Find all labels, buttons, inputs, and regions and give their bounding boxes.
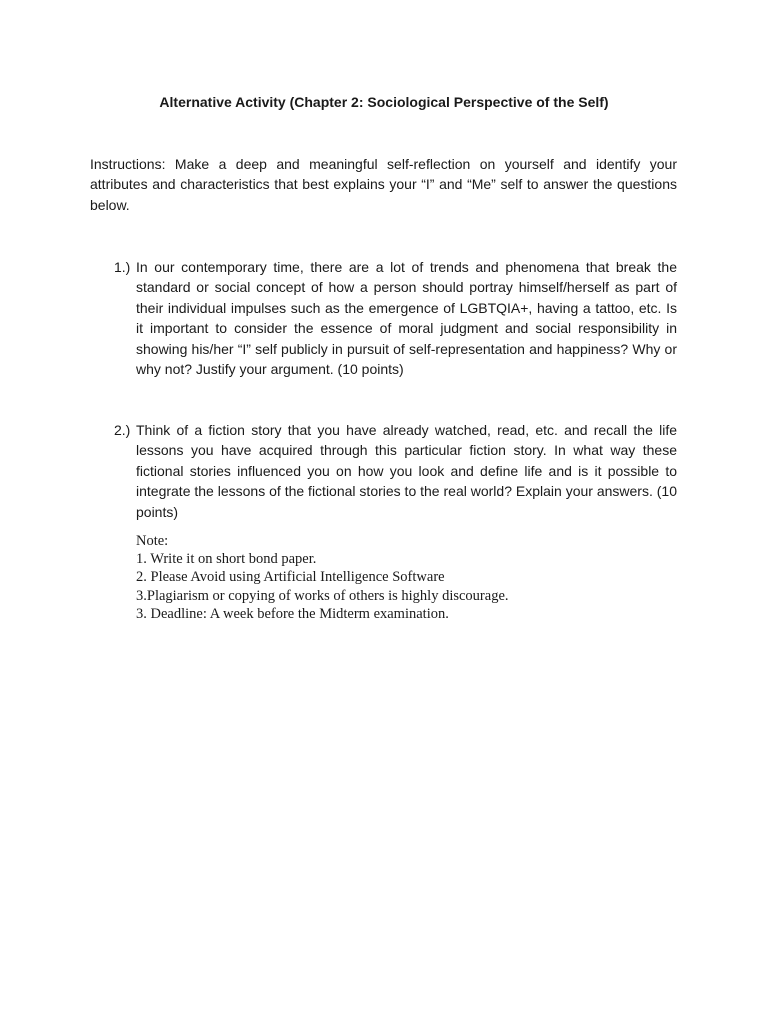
question-text: In our contemporary time, there are a lot of trends and phenomena that break the standard or social concept of how a person should portray himself/herself as part of their individual impulses such as the emergence of LGBTQIA+, having a tattoo, etc. Is it important to consider the essence of moral judgment and social responsibility in showing his/her “I” self publicly in pursuit of self-representation and happiness? Why or why not? Justify your argument. (10 points): [136, 259, 677, 378]
question-number: 1.): [114, 259, 131, 275]
question-item: [90, 257, 677, 379]
document-title: Alternative Activity (Chapter 2: Sociological Perspective of the Self): [159, 94, 609, 110]
note-item: 2. Please Avoid using Artificial Intelligence Software: [136, 569, 445, 586]
question-number: 2.): [114, 422, 131, 438]
notes-heading: Note:: [136, 533, 169, 549]
note-item: 1. Write it on short bond paper.: [136, 551, 317, 568]
note-item: 3.Plagiarism or copying of works of others is highly discourage.: [136, 587, 509, 604]
instructions-paragraph: Instructions: Make a deep and meaningful self-reflection on yourself and identify your attributes and characteristics that best explains your “I” and “Me” self to answer the questions below.: [90, 156, 677, 213]
question-item: [90, 420, 677, 522]
notes-section: [136, 532, 676, 623]
question-text: Think of a fiction story that you have already watched, read, etc. and recall the life lessons you have acquired through this particular fiction story. In what way these fictional stories influenced you on how you look and define life and is it possible to integrate the lessons of the fictional stories to the real world? Explain your answers. (10 points): [136, 422, 677, 520]
note-item: 3. Deadline: A week before the Midterm examination.: [136, 605, 449, 622]
